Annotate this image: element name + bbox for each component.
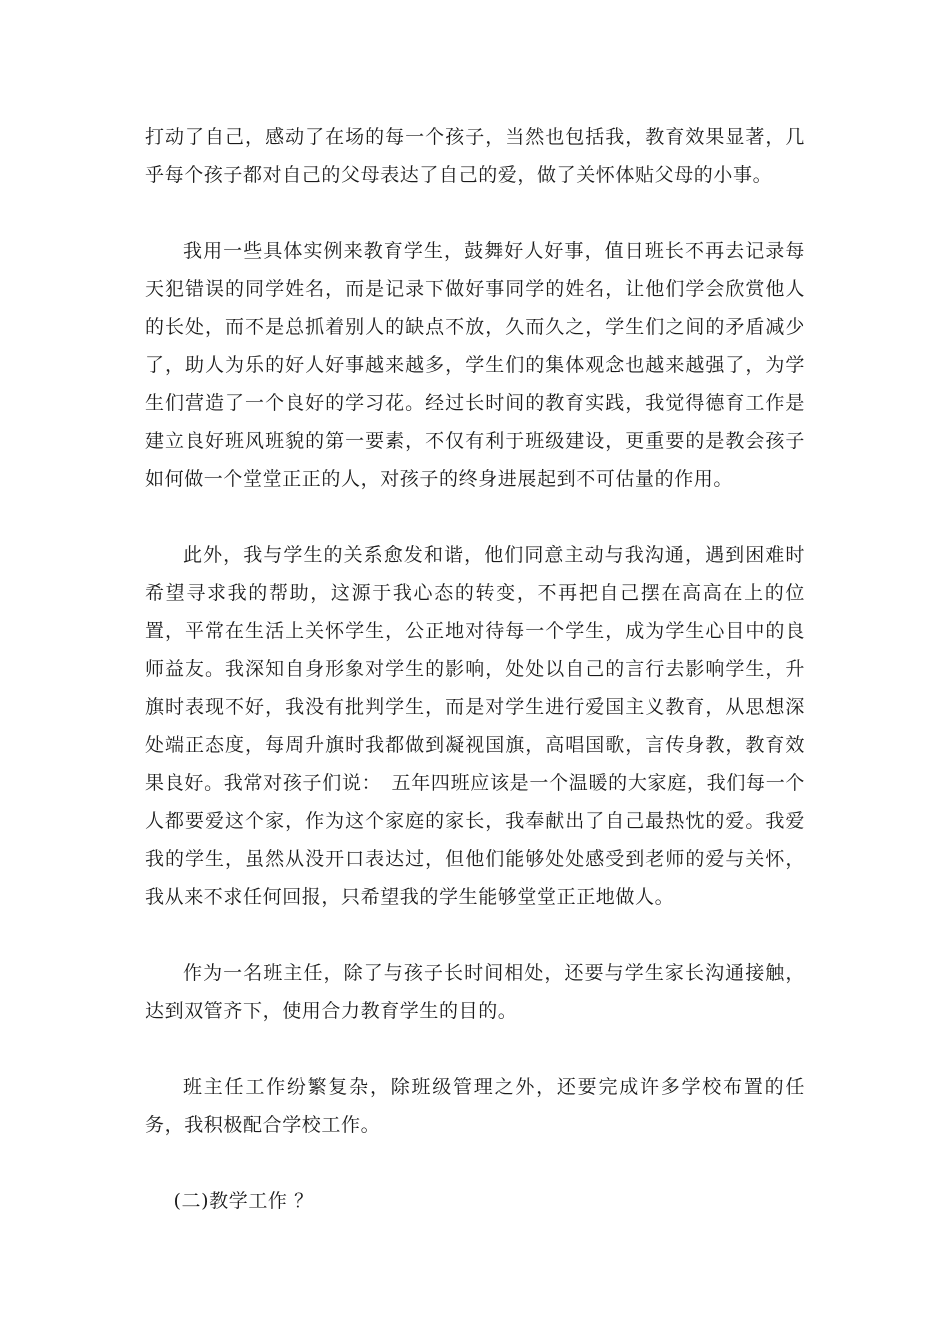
paragraph-spacer — [145, 498, 805, 536]
section-heading: (二)教学工作 ？ — [173, 1190, 314, 1212]
paragraph-2: 我用一些具体实例来教育学生，鼓舞好人好事，值日班长不再去记录每天犯错误的同学姓名，而是记录下做好事同学的姓名，让他们学会欣赏他人的长处，而不是总抓着别人的缺点不放，久而久之，学生们之间的矛盾减少了，助人为乐的好人好事越来越多，学生们的集体观念也越来越强了，为学生们营造了一个良好的学习花。经过长时间的教育实践，我觉得德育工作是建立良好班风班貌的第一要素，不仅有利于班级建设，更重要的是教会孩子如何做一个堂堂正正的人，对孩子的终身进展起到不可估量的作用。 — [145, 240, 805, 490]
paragraph-4: 作为一名班主任，除了与孩子长时间相处，还要与学生家长沟通接触，达到双管齐下，使用合力教育学生的目的。 — [145, 962, 805, 1022]
paragraph-3: 此外，我与学生的关系愈发和谐，他们同意主动与我沟通，遇到困难时希望寻求我的帮助，这源于我心态的转变，不再把自己摆在高高在上的位置，平常在生活上关怀学生，公正地对待每一个学生，成为学生心目中的良师益友。我深知自身形象对学生的影响，处处以自己的言行去影响学生，升旗时表现不好，我没有批判学生，而是对学生进行爱国主义教育，从思想深处端正态度，每周升旗时我都做到凝视国旗，高唱国歌，言传身教，教育效果良好。我常对孩子们说： 五年四班应该是一个温暖的大家庭，我们每一个人都要爱这个家，作为这个家庭的家长，我奉献出了自己最热忱的爱。我爱我的学生，虽然从没开口表达过，但他们能够处处感受到老师的爱与关怀，我从来不求任何回报，只希望我的学生能够堂堂正正地做人。 — [145, 544, 805, 908]
paragraph-spacer — [145, 194, 805, 232]
paragraph-spacer — [145, 1030, 805, 1068]
document-body — [145, 118, 805, 1220]
paragraph-5: 班主任工作纷繁复杂，除班级管理之外，还要完成许多学校布置的任务，我积极配合学校工作。 — [145, 1076, 805, 1136]
paragraph-1: 打动了自己，感动了在场的每一个孩子，当然也包括我，教育效果显著，几乎每个孩子都对自己的父母表达了自己的爱，做了关怀体贴父母的小事。 — [145, 126, 805, 186]
paragraph-spacer — [145, 1144, 805, 1182]
paragraph-spacer — [145, 916, 805, 954]
